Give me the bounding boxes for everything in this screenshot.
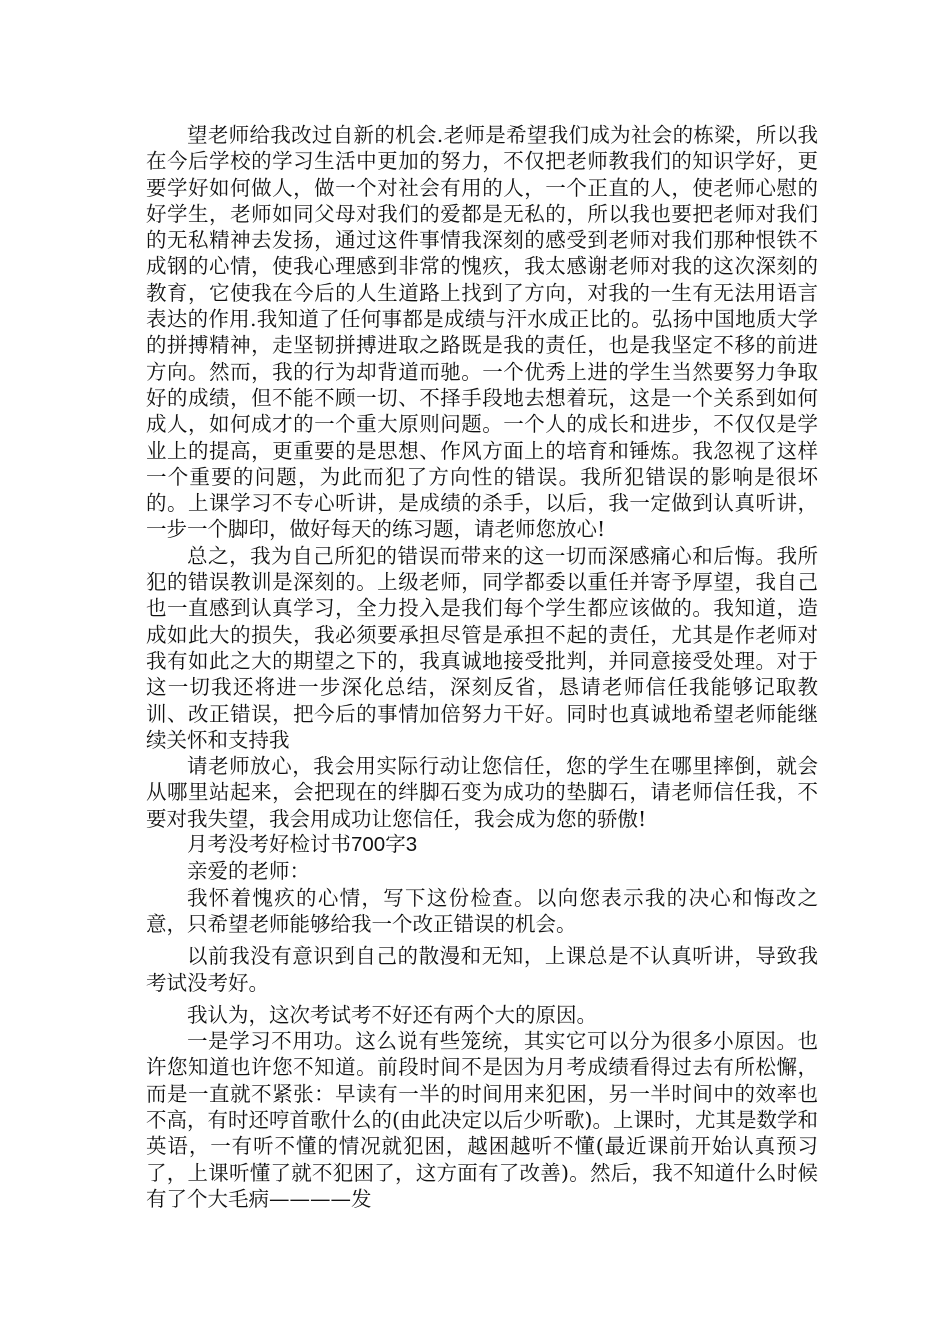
section-heading: 月考没考好检讨书700字3 — [187, 833, 418, 857]
paragraph: 一是学习不用功。这么说有些笼统，其实它可以分为很多小原因。也许您知道也许您不知道。前段时间不是因为月考成绩看得过去有所松懈，而是一直就不紧张：早读有一半的时间用来犯困，另一半时间中的效率也不高，有时还哼首歌什么的(由此决定以后少听歌)。上课时，尤其是数学和英语，一有听不懂的情况就犯困，越困越听不懂(最近课前开始认真预习了，上课听懂了就不犯困了，这方面有了改善)。然后，我不知道什么时候有了个大毛病————发 — [146, 1029, 818, 1211]
paragraph: 总之，我为自己所犯的错误而带来的这一切而深感痛心和后悔。我所犯的错误教训是深刻的。上级老师，同学都委以重任并寄予厚望，我自己也一直感到认真学习，全力投入是我们每个学生都应该做的。我知道，造成如此大的损失，我必须要承担尽管是承担不起的责任，尤其是作老师对我有如此之大的期望之下的，我真诚地接受批判，并同意接受处理。对于这一切我还将进一步深化总结，深刻反省，恳请老师信任我能够记取教训、改正错误，把今后的事情加倍努力干好。同时也真诚地希望老师能继续关怀和支持我 — [146, 543, 818, 752]
paragraph: 以前我没有意识到自己的散漫和无知，上课总是不认真听讲，导致我考试没考好。 — [146, 944, 818, 995]
paragraph: 我认为，这次考试考不好还有两个大的原因。 — [187, 1002, 597, 1027]
paragraph: 我怀着愧疚的心情，写下这份检查。以向您表示我的决心和悔改之意，只希望老师能够给我一个改正错误的机会。 — [146, 885, 818, 936]
paragraph: 望老师给我改过自新的机会.老师是希望我们成为社会的栋梁，所以我在今后学校的学习生活中更加的努力，不仅把老师教我们的知识学好，更要学好如何做人，做一个对社会有用的人，一个正直的人，使老师心慰的好学生，老师如同父母对我们的爱都是无私的，所以我也要把老师对我们的无私精神去发扬，通过这件事情我深刻的感受到老师对我们那种恨铁不成钢的心情，使我心理感到非常的愧疚，我太感谢老师对我的这次深刻的教育，它使我在今后的人生道路上找到了方向，对我的一生有无法用语言表达的作用.我知道了任何事都是成绩与汗水成正比的。弘扬中国地质大学的拼搏精神，走坚韧拼搏进取之路既是我的责任，也是我坚定不移的前进方向。然而，我的行为却背道而驰。一个优秀上进的学生当然要努力争取好的成绩，但不能不顾一切、不择手段地去想着玩，这是一个关系到如何成人，如何成才的一个重大原则问题。一个人的成长和进步，不仅仅是学业上的提高，更重要的是思想、作风方面上的培育和锤炼。我忽视了这样一个重要的问题，为此而犯了方向性的错误。我所犯错误的影响是很坏的。上课学习不专心听讲，是成绩的杀手，以后，我一定做到认真听讲，一步一个脚印，做好每天的练习题，请老师您放心! — [146, 123, 818, 542]
document-body — [146, 122, 818, 1212]
paragraph: 请老师放心，我会用实际行动让您信任，您的学生在哪里摔倒，就会从哪里站起来，会把现在的绊脚石变为成功的垫脚石，请老师信任我，不要对我失望，我会用成功让您信任，我会成为您的骄傲! — [146, 754, 818, 831]
salutation: 亲爱的老师： — [187, 859, 310, 884]
